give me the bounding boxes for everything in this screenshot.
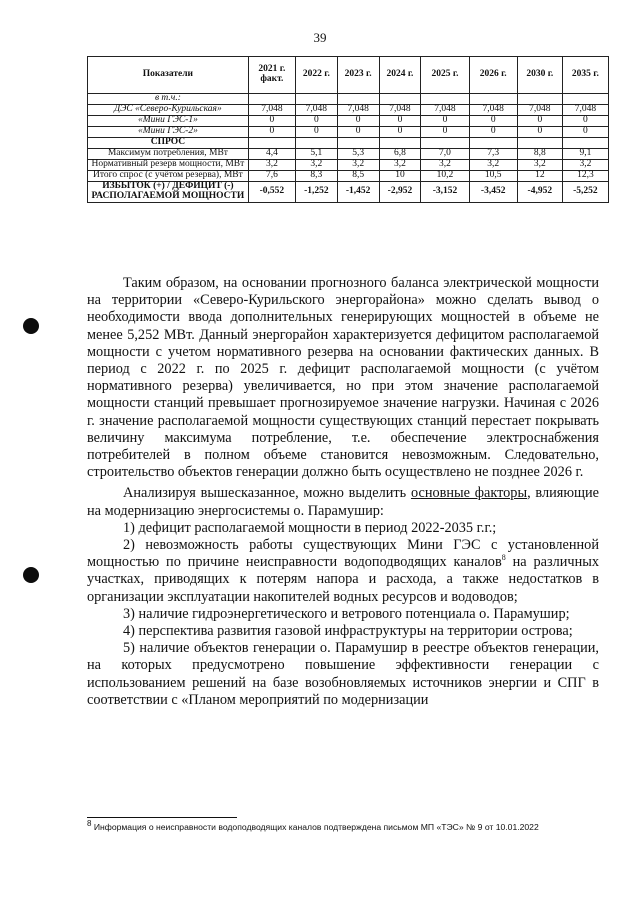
table-cell: 0 xyxy=(337,126,379,137)
table-cell: 0 xyxy=(248,115,295,126)
table-cell: 10,5 xyxy=(469,170,517,181)
footnote-separator xyxy=(87,817,237,818)
table-cell xyxy=(337,94,379,105)
table-cell: 8,8 xyxy=(517,148,562,159)
table-cell: 7,048 xyxy=(295,104,337,115)
table-cell: 7,048 xyxy=(248,104,295,115)
table-cell: 10,2 xyxy=(421,170,469,181)
header-cell: 2030 г. xyxy=(517,57,562,94)
row-label: Нормативный резерв мощности, МВт xyxy=(88,159,249,170)
table-cell xyxy=(517,94,562,105)
table-header-row xyxy=(88,57,609,94)
punch-hole-top xyxy=(23,318,39,334)
row-label: ДЭС «Северо-Курильская» xyxy=(88,104,249,115)
table-cell: 0 xyxy=(295,115,337,126)
footnote-mark: 8 xyxy=(87,819,92,829)
table-cell: 7,048 xyxy=(379,104,421,115)
table-cell: -5,252 xyxy=(562,181,608,202)
table-row xyxy=(88,181,609,202)
row-label: СПРОС xyxy=(88,137,249,148)
item2-tail: на различных участках, приводящих к потерям напора и расхода, а также недостатков в организации эксплуатации накопителей водных ресурсов и водоводов; xyxy=(87,554,600,605)
table-row xyxy=(88,126,609,137)
table-cell: 0 xyxy=(337,115,379,126)
list-item: 4) перспектива развития газовой инфраструктуры на территории острова; xyxy=(123,623,573,640)
table-cell: 0 xyxy=(469,126,517,137)
list-item xyxy=(87,537,599,606)
table-cell: 0 xyxy=(295,126,337,137)
table-cell: 3,2 xyxy=(379,159,421,170)
factors-intro-tail: , влияющие на модернизацию энергосистемы о. Парамушир: xyxy=(87,485,600,519)
table-cell: 10 xyxy=(379,170,421,181)
table-row xyxy=(88,104,609,115)
header-cell: 2023 г. xyxy=(337,57,379,94)
table-cell: 4,4 xyxy=(248,148,295,159)
table-cell: -3,152 xyxy=(421,181,469,202)
table-cell xyxy=(295,137,337,148)
table-cell xyxy=(517,137,562,148)
table-cell: 0 xyxy=(517,126,562,137)
table-cell: 12 xyxy=(517,170,562,181)
table-cell: 8,5 xyxy=(337,170,379,181)
table-cell xyxy=(421,94,469,105)
table-cell: 7,048 xyxy=(469,104,517,115)
table-cell xyxy=(295,94,337,105)
item2-text: 2) невозможность работы существующих Мини ГЭС с установленной мощностью по причине неисправности водоподводящих каналов xyxy=(87,537,599,571)
header-cell: 2024 г. xyxy=(379,57,421,94)
table-cell: 0 xyxy=(469,115,517,126)
table-cell: 7,0 xyxy=(421,148,469,159)
row-label: Максимум потребления, МВт xyxy=(88,148,249,159)
table-row xyxy=(88,115,609,126)
table-cell: -0,552 xyxy=(248,181,295,202)
table-cell: 0 xyxy=(562,126,608,137)
table-cell: 3,2 xyxy=(337,159,379,170)
table-cell: -3,452 xyxy=(469,181,517,202)
table-cell xyxy=(379,94,421,105)
footnote-text: Информация о неисправности водоподводящих каналов подтверждена письмом МП «ТЭС» № 9 от 10.01.2022 xyxy=(91,822,539,832)
header-cell: 2035 г. xyxy=(562,57,608,94)
table-cell: 7,6 xyxy=(248,170,295,181)
table-cell xyxy=(379,137,421,148)
table-cell: 3,2 xyxy=(248,159,295,170)
table-cell xyxy=(562,94,608,105)
table-cell: 3,2 xyxy=(517,159,562,170)
main-factors-underlined: основные факторы xyxy=(410,485,528,502)
table-cell xyxy=(469,137,517,148)
table-cell: 7,048 xyxy=(421,104,469,115)
list-item: 5) наличие объектов генерации о. Парамушир в реестре объектов генерации, на которых предусмотрено повышение эффективности генерации с использованием решений на базе возобновляемых источников энергии и СПГ в соответствии с «Планом мероприятий по модернизации xyxy=(87,640,599,708)
row-label: в т.ч.: xyxy=(88,94,249,105)
table-cell: -1,252 xyxy=(295,181,337,202)
list-item: 3) наличие гидроэнергетического и ветрового потенциала о. Парамушир; xyxy=(123,605,570,622)
body-text xyxy=(87,275,599,709)
table-cell xyxy=(248,94,295,105)
table-cell: 12,3 xyxy=(562,170,608,181)
row-label: «Мини ГЭС-2» xyxy=(88,126,249,137)
table-cell: 0 xyxy=(379,126,421,137)
table-cell: 0 xyxy=(421,115,469,126)
table-cell xyxy=(248,137,295,148)
table-cell: -1,452 xyxy=(337,181,379,202)
table-row xyxy=(88,148,609,159)
table-row xyxy=(88,170,609,181)
table-cell: 5,1 xyxy=(295,148,337,159)
header-cell: 2021 г. факт. xyxy=(248,57,295,94)
header-cell: Показатели xyxy=(88,57,249,94)
table-cell: -2,952 xyxy=(379,181,421,202)
footnote xyxy=(87,819,599,833)
header-cell: 2022 г. xyxy=(295,57,337,94)
table-body xyxy=(88,94,609,203)
factors-intro-text: Анализируя вышесказанное, можно выделить xyxy=(123,485,411,502)
power-balance-table xyxy=(87,56,609,203)
table-cell: 0 xyxy=(248,126,295,137)
header-cell: 2025 г. xyxy=(421,57,469,94)
row-label: «Мини ГЭС-1» xyxy=(88,115,249,126)
table-cell: 7,048 xyxy=(337,104,379,115)
table-cell: 3,2 xyxy=(562,159,608,170)
table-cell: 0 xyxy=(517,115,562,126)
list-item: 1) дефицит располагаемой мощности в период 2022-2035 г.г.; xyxy=(123,519,497,536)
table-cell xyxy=(421,137,469,148)
table-cell xyxy=(562,137,608,148)
table-cell: 3,2 xyxy=(421,159,469,170)
row-label: ИЗБЫТОК (+) / ДЕФИЦИТ (-) РАСПОЛАГАЕМОЙ МОЩНОСТИ xyxy=(88,181,249,202)
table-cell: 0 xyxy=(379,115,421,126)
paragraph-factors-intro xyxy=(87,485,599,519)
table-cell: 8,3 xyxy=(295,170,337,181)
footnote-ref: 8 xyxy=(501,553,506,563)
table-cell: 3,2 xyxy=(295,159,337,170)
row-label: Итого спрос (с учётом резерва), МВт xyxy=(88,170,249,181)
table-cell: 0 xyxy=(421,126,469,137)
table-row xyxy=(88,159,609,170)
table-cell: 6,8 xyxy=(379,148,421,159)
table-cell: 3,2 xyxy=(469,159,517,170)
table-cell: 7,048 xyxy=(517,104,562,115)
table-cell: 9,1 xyxy=(562,148,608,159)
table-cell: 0 xyxy=(562,115,608,126)
table-row xyxy=(88,94,609,105)
paragraph-conclusion: Таким образом, на основании прогнозного баланса электрической мощности на территории «Северо-Курильского энергорайона» можно сделать вывод о необходимости ввода дополнительных генерирующих мощностей в объеме не менее 5,252 МВт. Данный энергорайон характеризуется дефицитом располагаемой мощности с учетом нормативного резерва на основании фактических данных. В период с 2022 г. по 2025 г. дефицит располагаемой мощности (с учётом нормативного резерва) увеличивается, но при этом значение располагаемой мощности станций превышает прогнозируемое значение нагрузки. Начиная с 2026 г. значение располагаемой мощности существующих станций перестает покрывать величину максимума потребление, т.е. обеспечение электроснабжения потребителей в полном объеме становится невозможным. Следовательно, строительство объектов генерации должно быть осуществлено не позднее 2026 г. xyxy=(87,275,599,481)
table-cell xyxy=(469,94,517,105)
table-cell: 7,048 xyxy=(562,104,608,115)
header-cell: 2026 г. xyxy=(469,57,517,94)
table-cell: -4,952 xyxy=(517,181,562,202)
page-number: 39 xyxy=(313,30,327,45)
table-row xyxy=(88,137,609,148)
table-cell: 7,3 xyxy=(469,148,517,159)
table-cell: 5,3 xyxy=(337,148,379,159)
punch-hole-bottom xyxy=(23,567,39,583)
table-cell xyxy=(337,137,379,148)
